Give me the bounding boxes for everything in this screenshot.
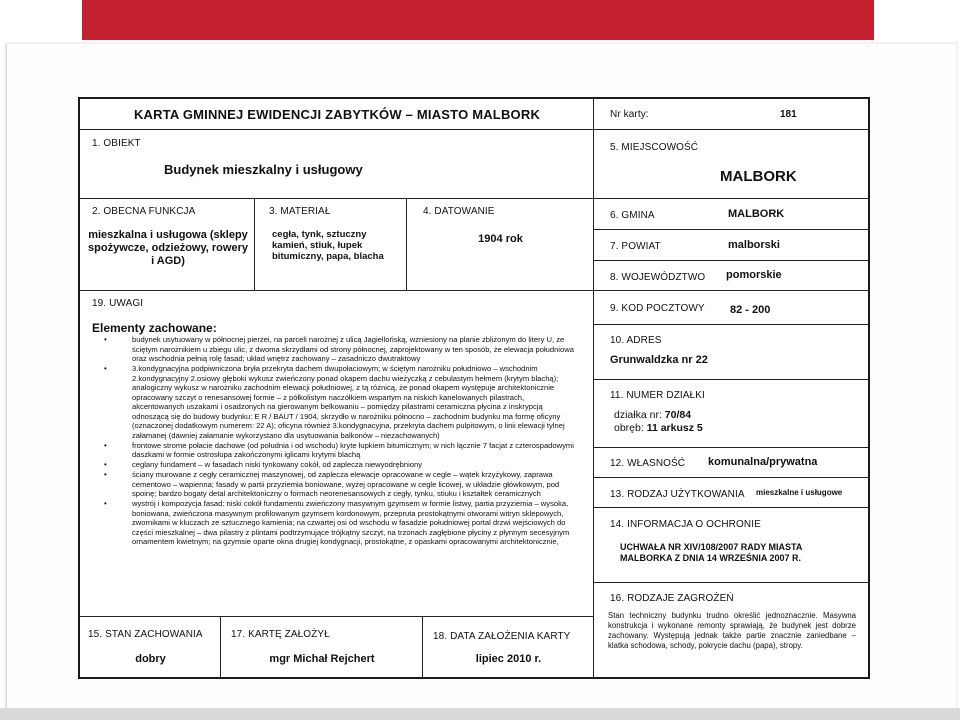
ochrona-label: 14. INFORMACJA O OCHRONIE bbox=[610, 519, 761, 530]
bullet-icon: • bbox=[104, 460, 107, 469]
header-accent-bar bbox=[82, 0, 874, 40]
obreb-label: obręb: bbox=[614, 422, 644, 434]
adres-cell bbox=[594, 325, 868, 380]
ochrona-cell bbox=[594, 508, 868, 583]
list-item: • 3.kondygnacyjna podpiwniczona bryła przekryta dachem dwupołaciowym; w ściętym narożniku południowo – wschodnim 2.kondygnacyjny 2.osiowy głęboki wykusz zwieńczony ponad okapem dachu wieżyczką z cebulastym hełmem (krytym blachą); analogiczny wykusz w narożniku zachodnim elewacji południowej, z tą różnicą, że ponad okapem występuje architektonicznie opracowany szczyt o renesansowej formie – z półkolistym naczółkiem wspartym na niskich kanelowanych pilastrach, akcentowanych uszakami i osadzonych na gierowanym belkowaniu – pomiędzy pilastrami ceramiczna płycina z inskrypcją odnoszącą się do budowy budynku: E R / BAUT / 1904, skrzydło w narożniku północno – zachodnim budynku ma formę oficyny (oznaczonej dodatkowym numerem: 22 A); oficyna również 3.kondygnacyjna, przekryta dachem pulpitowym, o linii elewacji tylnej załamanej (dawniej załamanie wykorzystano dla usytuowania balkonów – niezachowanych) bbox=[104, 364, 565, 440]
funkcja-value: mieszkalna i usługowa (sklepy spożywcze, odzieżowy, rowery i AGD) bbox=[88, 229, 248, 267]
obiekt-value: Budynek mieszkalny i usługowy bbox=[164, 162, 363, 177]
material-value: cegła, tynk, sztuczny kamień, stiuk, łupek bitumiczny, papa, blacha bbox=[272, 229, 384, 262]
gmina-value: MALBORK bbox=[728, 208, 785, 220]
list-item: • wystrój i kompozycja fasad: niski cokół fundamentu zwieńczony masywnym gzymsem w formie listwy, partia przyziemia – wysoka, boniowana, zwieńczona masywnym profilowanym gzymsem kordonowym, przepruta prostokątnymi otworami witryn sklepowych, zwornikami w kluczach ze sztucznego kamienia; na czwartej osi od wschodu w fasadzie południowej portal drzwi wejściowych do części mieszkalnej – dwa pilastry z plintami podtrzymujące trójkątny szczyt, na trzonach zagłębione płyciny z płynnym secesyjnym ornamentem kwietnym; na gzymsie oparte okna drugiej kondygnacji, prostokątne, z opaskami opracowanymi architektonicznie, bbox=[104, 499, 570, 546]
obreb-value: 11 arkusz 5 bbox=[646, 422, 703, 434]
wlasnosc-value: komunalna/prywatna bbox=[708, 456, 818, 468]
wojewodztwo-value: pomorskie bbox=[726, 269, 782, 281]
zalozyl-label: 17. KARTĘ ZAŁOŻYŁ bbox=[231, 629, 330, 640]
zagrozenia-value: Stan techniczny budynku trudno określić jednoznacznie. Masywna konstrukcja i wykonane remonty sprawiają, że budynek jest dobrze zachowany. Występują jednak także partie znacznie zaniedbane – klatka schodowa, schody, pokrycie dachu (papa), stropy. bbox=[608, 611, 856, 650]
uwagi-cell bbox=[80, 291, 594, 617]
dzialka-line-1 bbox=[614, 409, 691, 421]
funkcja-label: 2. OBECNA FUNKCJA bbox=[92, 206, 196, 217]
list-item: • budynek usytuowany w północnej pierzei, na parceli narożnej z ulicą Jagiellońską, wzniesiony na planie zbliżonym do litery U, ze ściętym narożnikiem u zbiegu ulic, z dwoma skrzydłami od strony północnej, zaprojektowany w ten sposób, że elewacja południowa oraz wschodnia pełnią rolę fasad; układ wnętrz zachowany – zasadniczo dwutraktowy bbox=[104, 335, 574, 363]
powiat-cell bbox=[594, 230, 868, 261]
dzialka-number-label: działka nr: bbox=[614, 409, 662, 421]
adres-value: Grunwaldzka nr 22 bbox=[610, 354, 708, 366]
notes-heading: Elementy zachowane: bbox=[92, 321, 217, 335]
gmina-cell bbox=[594, 199, 868, 230]
uzytkowanie-cell bbox=[594, 478, 868, 508]
card-number-cell bbox=[594, 99, 868, 130]
bottom-strip bbox=[0, 708, 960, 720]
list-item: • ceglany fundament – w fasadach niski tynkowany cokół, od zaplecza niewyodrębniony bbox=[104, 460, 422, 469]
bullet-icon: • bbox=[104, 335, 107, 344]
data-cell bbox=[423, 617, 594, 677]
powiat-label: 7. POWIAT bbox=[610, 241, 661, 252]
stan-value: dobry bbox=[135, 653, 166, 665]
uwagi-label: 19. UWAGI bbox=[92, 298, 144, 309]
data-value: lipiec 2010 r. bbox=[475, 653, 542, 665]
dzialka-number-value: 70/84 bbox=[664, 409, 692, 421]
stan-cell bbox=[80, 617, 221, 677]
card-title-cell bbox=[80, 99, 594, 130]
list-item: • ściany murowane z cegły ceramicznej maszynowej, od zaplecza elewacje opracowane w cegle – wątek krzyżykowy, zaprawa cementowo – wapienna; fasady w partii przyziemia boniowane, wyżej opracowane w cegle licowej, w układzie główkowym, pod spoinę; bardzo bogaty detal architektoniczny o formach neorenesansowych z cegły, tynku, stiuku i kształtek ceramicznych bbox=[104, 470, 560, 498]
zalozyl-cell bbox=[221, 617, 423, 677]
ochrona-value: UCHWAŁA NR XIV/108/2007 RADY MIASTA MALBORKA Z DNIA 14 WRZEŚNIA 2007 R. bbox=[620, 542, 803, 563]
datowanie-cell bbox=[407, 199, 594, 291]
datowanie-value: 1904 rok bbox=[478, 233, 523, 245]
dzialka-label: 11. NUMER DZIAŁKI bbox=[610, 390, 705, 401]
kod-cell bbox=[594, 291, 868, 325]
miejscowosc-label: 5. MIEJSCOWOŚĆ bbox=[610, 142, 699, 153]
zagrozenia-label: 16. RODZAJE ZAGROŻEŃ bbox=[610, 593, 734, 604]
funkcja-cell bbox=[80, 199, 255, 291]
adres-label: 10. ADRES bbox=[610, 335, 662, 346]
wlasnosc-label: 12. WŁASNOŚĆ bbox=[610, 458, 686, 469]
bullet-icon: • bbox=[104, 499, 107, 508]
dzialka-line-2 bbox=[614, 422, 703, 434]
miejscowosc-value: MALBORK bbox=[720, 168, 797, 185]
dzialka-cell bbox=[594, 380, 868, 448]
uzytkowanie-label: 13. RODZAJ UŻYTKOWANIA bbox=[610, 489, 745, 500]
data-label: 18. DATA ZAŁOŻENIA KARTY bbox=[433, 631, 571, 642]
wojewodztwo-label: 8. WOJEWÓDZTWO bbox=[610, 272, 706, 283]
card-number-label: Nr karty: bbox=[610, 109, 649, 120]
obiekt-label: 1. OBIEKT bbox=[92, 138, 141, 149]
zagrozenia-cell bbox=[594, 583, 868, 677]
uzytkowanie-value: mieszkalne i usługowe bbox=[756, 488, 843, 497]
datowanie-label: 4. DATOWANIE bbox=[423, 206, 495, 217]
kod-value: 82 - 200 bbox=[730, 304, 771, 316]
material-cell bbox=[255, 199, 407, 291]
material-label: 3. MATERIAŁ bbox=[269, 206, 331, 217]
bullet-icon: • bbox=[104, 364, 107, 373]
card-title: KARTA GMINNEJ EWIDENCJI ZABYTKÓW – MIASTO MALBORK bbox=[133, 107, 541, 122]
obiekt-cell bbox=[80, 130, 594, 199]
notes-list bbox=[94, 335, 574, 547]
kod-label: 9. KOD POCZTOWY bbox=[610, 303, 705, 314]
zalozyl-value: mgr Michał Rejchert bbox=[269, 653, 375, 665]
powiat-value: malborski bbox=[728, 239, 780, 251]
monument-record-card bbox=[78, 97, 870, 679]
wojewodztwo-cell bbox=[594, 261, 868, 291]
bullet-icon: • bbox=[104, 470, 107, 479]
card-number-value: 181 bbox=[780, 109, 797, 120]
bullet-icon: • bbox=[104, 440, 107, 450]
miejscowosc-cell bbox=[594, 130, 868, 199]
gmina-label: 6. GMINA bbox=[610, 210, 655, 221]
wlasnosc-cell bbox=[594, 448, 868, 478]
list-item: • frontowe strome połacie dachowe (od południa i od wschodu) kryte łupkiem bitumicznym; w nich łącznie 7 facjat z czterospadowymi daszkami w formie ostrosłupa zakończonymi iglicami krytymi blachą bbox=[104, 440, 574, 459]
stan-label: 15. STAN ZACHOWANIA bbox=[88, 629, 203, 640]
